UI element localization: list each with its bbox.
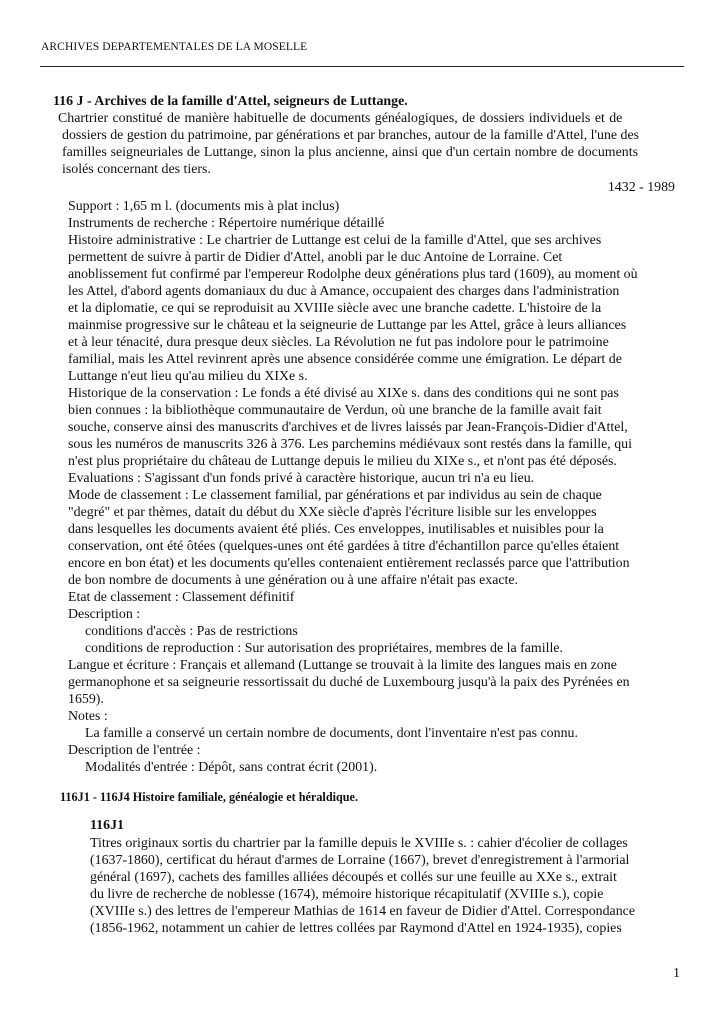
body-line: permettent de suivre à partir de Didier d'Attel, anobli par le duc Antoine de Lorraine. Cet — [68, 250, 563, 265]
body-line: "degré" et par thèmes, datait du début du XXe siècle d'après l'écriture lisible sur les enveloppes — [68, 505, 597, 520]
header-rule — [40, 66, 684, 67]
body-line: Notes : — [68, 709, 108, 724]
item-line: (1856-1962, notamment un cahier de lettres collées par Raymond d'Attel en 1924-1935), copies — [90, 921, 622, 936]
body-line: Etat de classement : Classement définitif — [68, 590, 295, 605]
item-line: (1637-1860), certificat du héraut d'armes de Lorraine (1667), brevet d'enregistrement à l'armorial — [90, 853, 630, 868]
body-line: Mode de classement : Le classement familial, par générations et par individus au sein de chaque — [68, 488, 602, 503]
body-line: Description de l'entrée : — [68, 743, 201, 758]
intro-line: dossiers de gestion du patrimoine, par générations et par branches, autour de la famille d'Attel, l'une des — [62, 128, 640, 143]
page-number: 1 — [673, 966, 680, 981]
item-line: du livre de recherche de noblesse (1674), mémoire historique récapitulatif (XVIIIe s.), copie — [90, 887, 604, 902]
body-line: dans lesquelles les documents avaient été pliés. Ces enveloppes, inutilisables et nuisibles pour la — [68, 522, 604, 537]
intro-line: familles seigneuriales de Luttange, sinon la plus ancienne, ainsi que d'un certain nombre de documents — [62, 145, 638, 160]
body-line: conservation, ont été ôtées (quelques-unes ont été gardées à titre d'échantillon parce qu'elles étaient — [68, 539, 620, 554]
item-line: (XVIIIe s.) des lettres de l'empereur Mathias de 1614 en faveur de Didier d'Attel. Correspondance — [90, 904, 635, 919]
intro-line: Chartrier constitué de manière habituelle de documents généalogiques, de dossiers individuels et de — [58, 111, 623, 126]
intro-line: isolés concernant des tiers. — [62, 162, 211, 177]
body-line: souche, conserve ainsi des manuscrits d'archives et de livres laissés par Jean-François-Didier d'Attel, — [68, 420, 628, 435]
body-line: encore en bon état) et les documents qu'elles contenaient entièrement reclassés parce que l'attribution — [68, 556, 630, 571]
body-line: Evaluations : S'agissant d'un fonds privé à caractère historique, aucun tri n'a eu lieu. — [68, 471, 535, 486]
body-line: n'est plus propriétaire du château de Luttange depuis le milieu du XIXe s., et n'ont pas été déposés. — [68, 454, 617, 469]
body-line: conditions de reproduction : Sur autorisation des propriétaires, membres de la famille. — [85, 641, 563, 656]
date-range: 1432 - 1989 — [607, 180, 675, 195]
archive-header: ARCHIVES DEPARTEMENTALES DE LA MOSELLE — [41, 41, 308, 53]
body-line: conditions d'accès : Pas de restrictions — [85, 624, 298, 639]
body-line: Langue et écriture : Français et allemand (Luttange se trouvait à la limite des langues mais en zone — [68, 658, 617, 673]
body-line: sous les numéros de manuscrits 326 à 376. Les parchemins médiévaux sont restés dans la famille, qui — [68, 437, 632, 452]
body-line: mainmise progressive sur le château et la seigneurie de Luttange par les Attel, grâce à leurs alliances — [68, 318, 627, 333]
body-line: et à leur ténacité, dura presque deux siècles. La Révolution ne fut pas indolore pour le patrimoine — [68, 335, 609, 350]
body-line: Instruments de recherche : Répertoire numérique détaillé — [68, 216, 385, 231]
body-line: Support : 1,65 m l. (documents mis à plat inclus) — [68, 199, 340, 214]
body-line: Historique de la conservation : Le fonds a été divisé au XIXe s. dans des conditions qui ne sont pas — [68, 386, 619, 401]
body-line: les Attel, d'abord agents domaniaux du duc à Amance, occupaient des charges dans l'administration — [68, 284, 620, 299]
body-line: et la diplomatie, ce qui se reproduisit au XVIIIe siècle avec une branche cadette. L'histoire de la — [68, 301, 602, 316]
section-heading: 116J1 - 116J4 Histoire familiale, généalogie et héraldique. — [60, 790, 358, 804]
body-line: Modalités d'entrée : Dépôt, sans contrat écrit (2001). — [85, 760, 378, 775]
item-line: Titres originaux sortis du chartrier par la famille depuis le XVIIIe s. : cahier d'écolier de collages — [90, 836, 628, 851]
body-line: Histoire administrative : Le chartrier de Luttange est celui de la famille d'Attel, que ses archives — [68, 233, 602, 248]
fonds-title: 116 J - Archives de la famille d'Attel, seigneurs de Luttange. — [53, 94, 408, 109]
body-line: anoblissement fut confirmé par l'empereur Rodolphe deux générations plus tard (1609), au moment où — [68, 267, 638, 282]
body-line: 1659). — [68, 692, 104, 707]
body-line: de bon nombre de documents à une génération ou à une affaire n'était pas exacte. — [68, 573, 519, 588]
item-line: général (1697), cachets des familles alliées découpés et collés sur une feuille au XXe s., extrait — [90, 870, 617, 885]
item-code: 116J1 — [90, 818, 124, 833]
body-line: Luttange n'eut lieu qu'au milieu du XIXe s. — [68, 369, 308, 384]
body-line: Description : — [68, 607, 141, 622]
body-line: germanophone et sa seigneurie ressortissait du duché de Luxembourg jusqu'à la paix des Pyrénées en — [68, 675, 630, 690]
body-line: bien connues : la bibliothèque communautaire de Verdun, où une branche de la famille avait fait — [68, 403, 602, 418]
body-line: familial, mais les Attel revinrent après une absence considérée comme une émigration. Le départ de — [68, 352, 622, 367]
body-line: La famille a conservé un certain nombre de documents, dont l'inventaire n'est pas connu. — [85, 726, 578, 741]
